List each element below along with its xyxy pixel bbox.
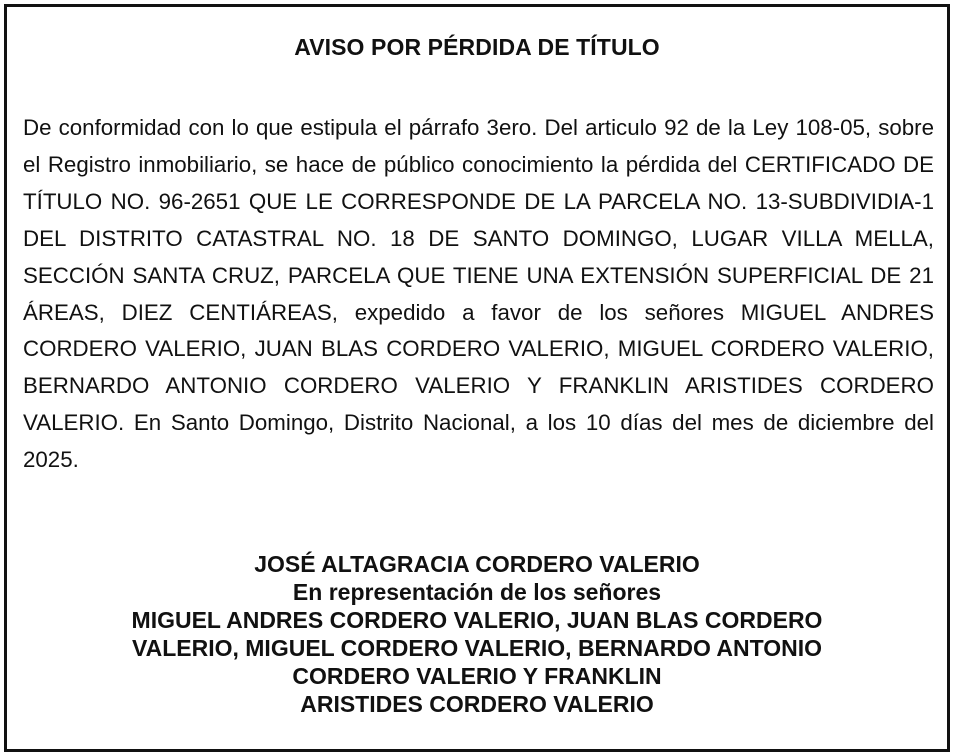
- signature-represented-line-3: CORDERO VALERIO Y FRANKLIN: [292, 663, 662, 689]
- signature-name: JOSÉ ALTAGRACIA CORDERO VALERIO: [254, 551, 700, 577]
- signature-represented-line-2: VALERIO, MIGUEL CORDERO VALERIO, BERNARDO ANTONIO: [131, 635, 823, 661]
- notice-title: AVISO POR PÉRDIDA DE TÍTULO: [294, 34, 660, 60]
- notice-frame: [4, 4, 950, 752]
- signature-representation: En representación de los señores: [292, 579, 662, 605]
- signature-block: [7, 550, 947, 718]
- notice-body: De conformidad con lo que estipula el párrafo 3ero. Del articulo 92 de la Ley 108-05, sobre el Registro inmobiliario, se hace de público conocimiento la pérdida del CERTIFICADO DE TÍTULO NO. 96-2651 QUE LE CORRESPONDE DE LA PARCELA NO. 13-SUBDIVIDIA-1 DEL DISTRITO CATASTRAL NO. 18 DE SANTO DOMINGO, LUGAR VILLA MELLA, SECCIÓN SANTA CRUZ, PARCELA QUE TIENE UNA EXTENSIÓN SUPERFICIAL DE 21 ÁREAS, DIEZ CENTIÁREAS, expedido a favor de los señores MIGUEL ANDRES CORDERO VALERIO, JUAN BLAS CORDERO VALERIO, MIGUEL CORDERO VALERIO, BERNARDO ANTONIO CORDERO VALERIO Y FRANKLIN ARISTIDES CORDERO VALERIO. En Santo Domingo, Distrito Nacional, a los 10 días del mes de diciembre del 2025.: [23, 115, 934, 473]
- signature-represented-line-1: MIGUEL ANDRES CORDERO VALERIO, JUAN BLAS CORDERO: [131, 607, 823, 633]
- signature-represented-line-4: ARISTIDES CORDERO VALERIO: [300, 691, 654, 717]
